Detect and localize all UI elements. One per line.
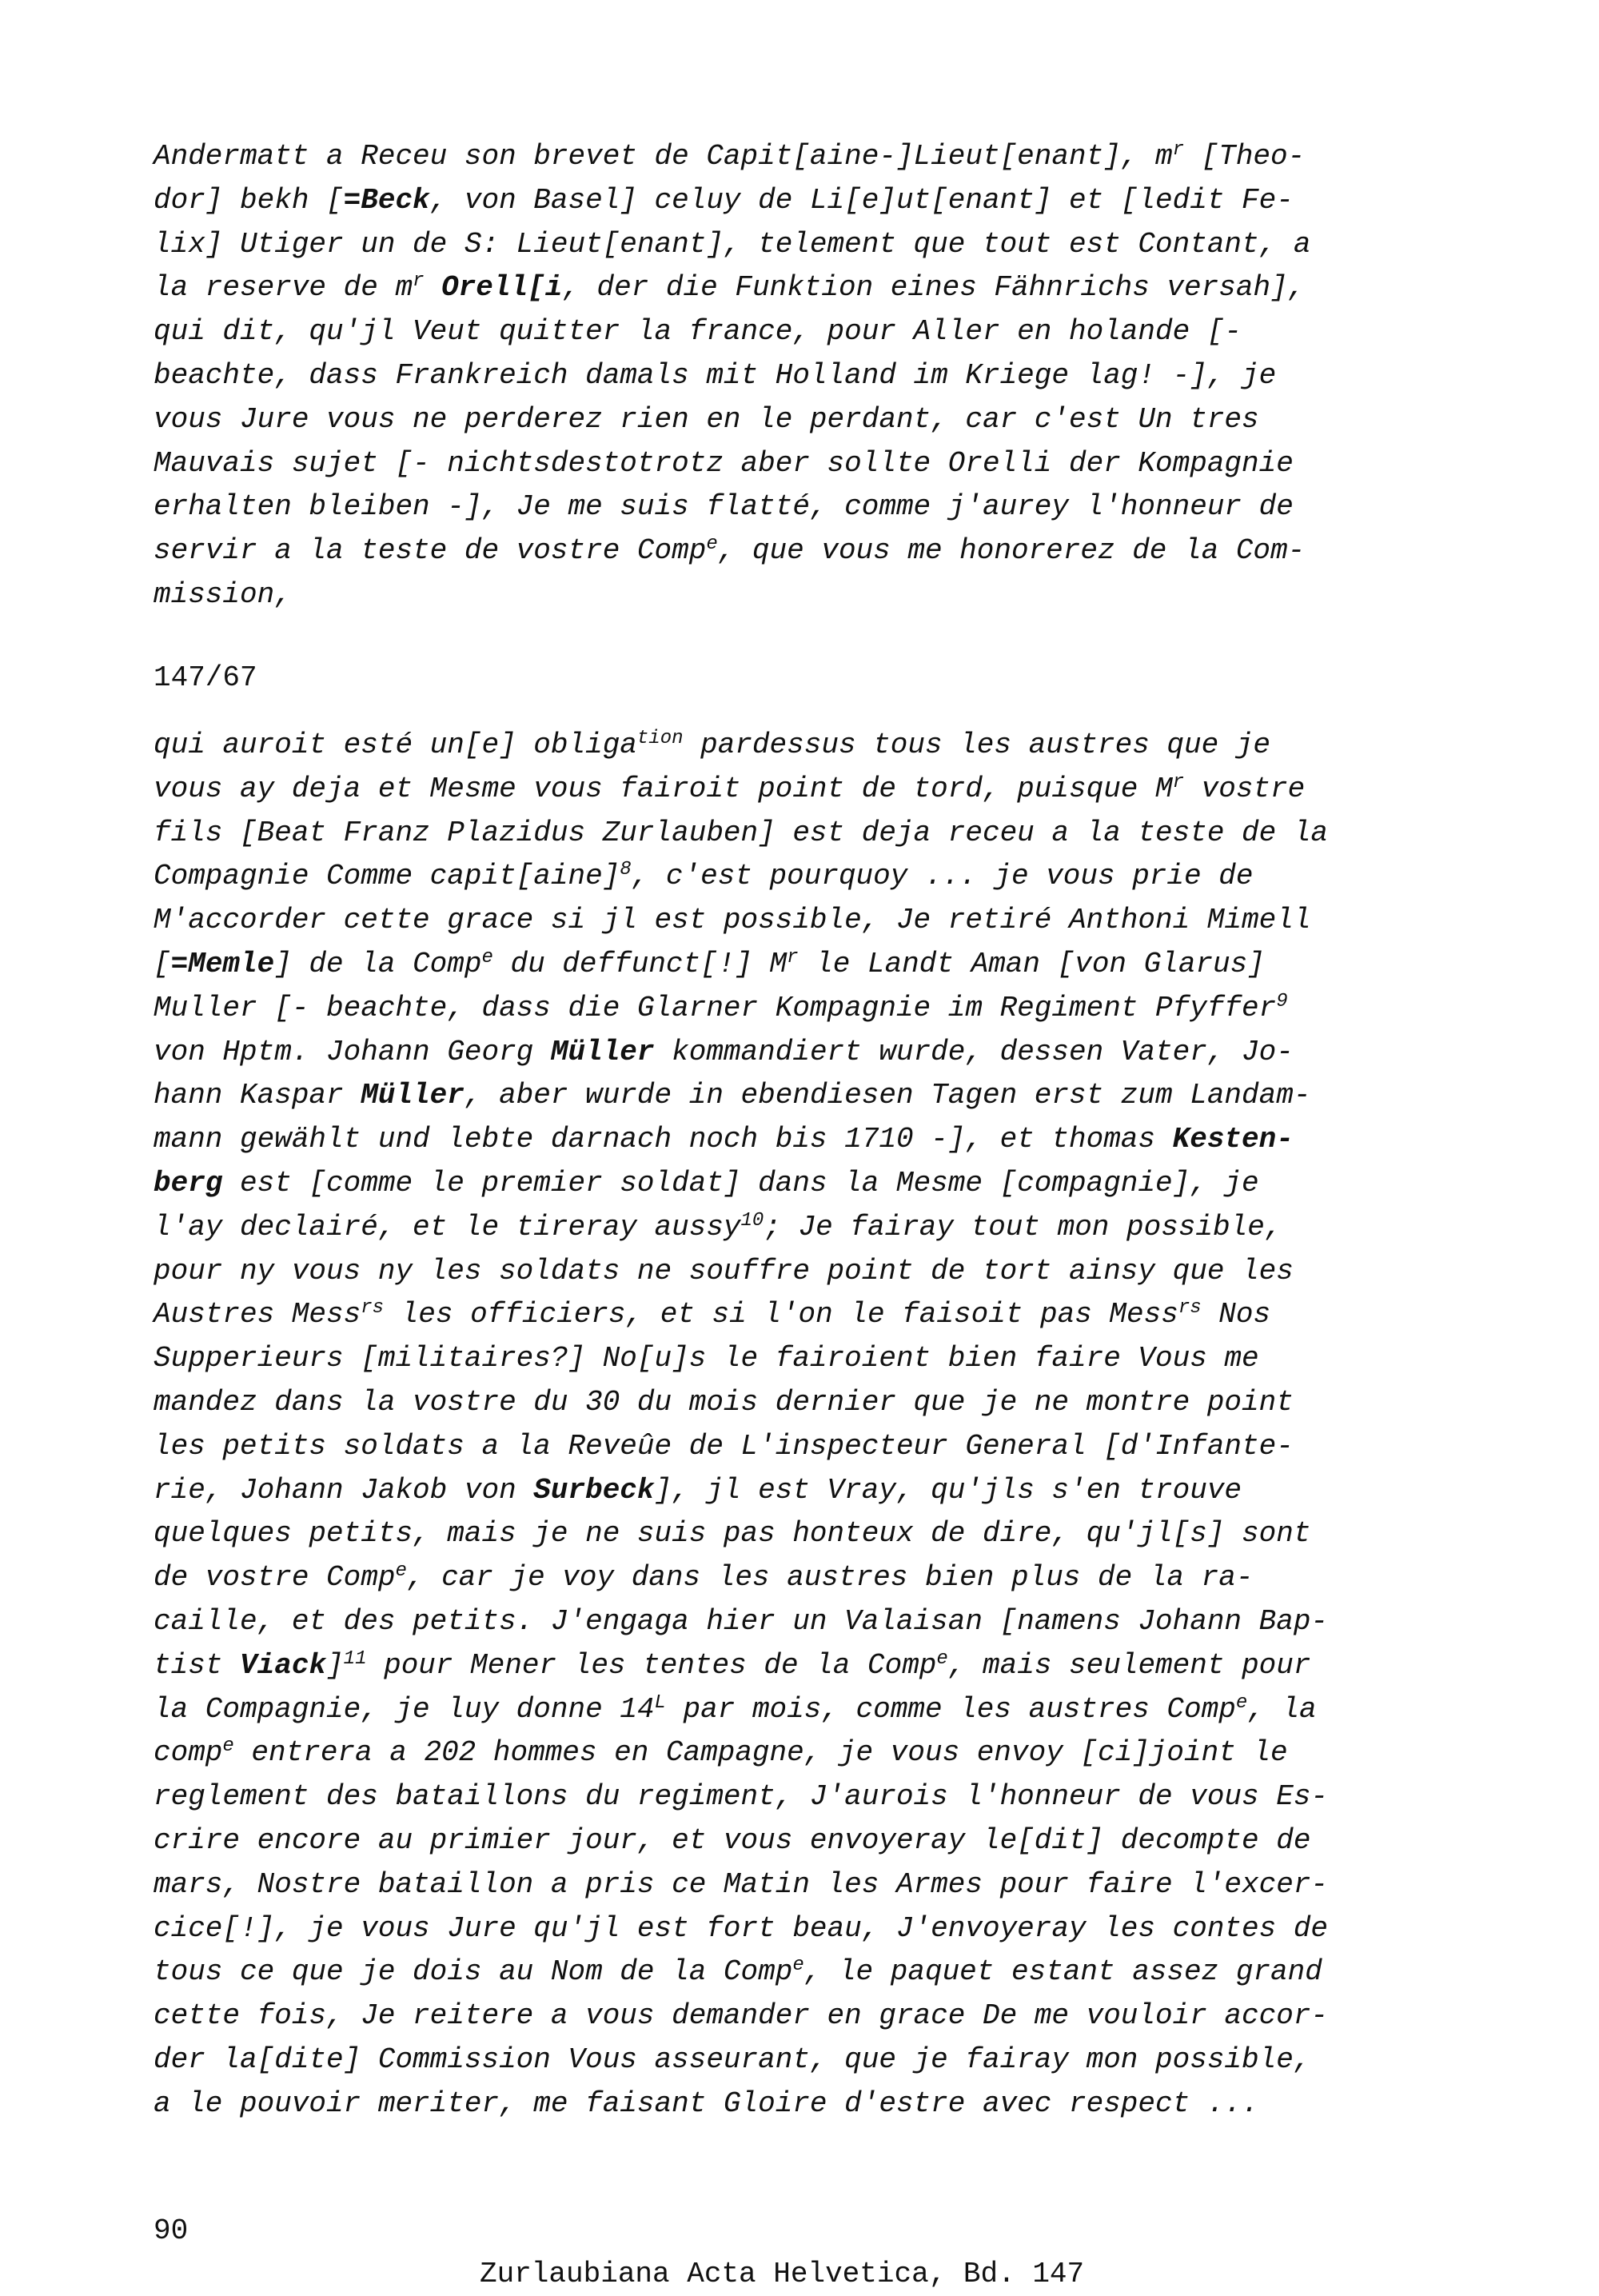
text-run: tist [154,1648,241,1682]
text-run: Andermatt a Receu son brevet de Capit[aine-]Lieut[enant], m [154,140,1173,173]
text-run: de vostre Comp [154,1561,396,1595]
text-run: cice[!], je vous Jure qu'jl est fort beau, J'envoyeray les contes de [154,1911,1329,1945]
text-run: vous Jure vous ne perderez rien en le perdant, car c'est Un tres [154,402,1259,436]
superscript: e [792,1955,804,1977]
text-run: ] de la Comp [274,947,482,980]
text-run: est [comme le premier soldat] dans la Mesme [compagnie], je [222,1166,1259,1200]
superscript: e [936,1647,948,1670]
text-run: reglement des bataillons du regiment, J'aurois l'honneur de vous Es- [154,1780,1329,1814]
text-run: Compagnie Comme capit[aine] [154,860,620,893]
text-line [154,1600,1328,1644]
text-run: lix] Utiger un de S: Lieut[enant], telement que tout est Contant, a [154,227,1311,261]
text-run: du deffunct[!] M [492,947,788,980]
text-run: erhalten bleiben -], Je me suis flatté, comme j'aurey l'honneur de [154,490,1294,524]
page-number: 90 [154,2214,189,2247]
text-line [154,2038,1328,2082]
superscript: e [706,533,718,556]
text-run: le Landt Aman [von Glarus] [798,947,1265,980]
text-run: , le paquet estant assez grand [803,1955,1322,1989]
text-line [154,529,1310,573]
page-footer [154,2166,1449,2296]
superscript: tion [636,728,684,749]
text-line [154,1907,1328,1951]
text-run: pour ny vous ny les soldats ne souffre point de tort ainsy que les [154,1254,1294,1288]
text-run: l'ay declairé, et le tireray aussy [154,1210,741,1244]
text-run: vostre [1184,772,1306,805]
text-run: quelques petits, mais je ne suis pas honteux de dire, qu'jl[s] sont [154,1517,1311,1551]
bold-name: Orell[i [441,271,563,305]
text-line [154,1425,1328,1469]
text-run: rie, Johann Jakob von [154,1473,534,1507]
text-line [154,1863,1328,1907]
text-line [154,812,1328,856]
text-run: cette fois, Je reitere a vous demander en grace De me vouloir accor- [154,1999,1329,2033]
superscript: r [1172,771,1185,793]
text-run: fils [Beat Franz Plazidus Zurlauben] est deja receu a la teste de la [154,816,1329,849]
text-line [154,1074,1328,1118]
text-line [154,2082,1328,2126]
text-line [154,987,1328,1031]
text-line [154,485,1310,529]
text-run: , que vous me honorerez de la Com- [717,534,1306,568]
text-run: ] [326,1648,344,1682]
superscript: 8 [620,859,632,881]
text-run: mission, [154,577,292,611]
text-run: crire encore au primier jour, et vous envoyeray le[dit] decompte de [154,1823,1311,1857]
text-line [154,1293,1328,1337]
text-line [154,1775,1328,1819]
text-run: , la [1247,1692,1317,1726]
text-run [424,271,441,304]
text-run: entrera a 202 hommes en Campagne, je vous envoy [ci]joint le [233,1736,1288,1770]
text-run: der la[dite] Commission Vous asseurant, que je fairay mon possible, [154,2042,1311,2076]
text-run: beachte, dass Frankreich damals mit Holland im Kriege lag! -], je [154,358,1277,392]
text-line [154,266,1310,310]
text-line [154,1469,1328,1513]
text-run: comp [154,1736,223,1770]
text-run: Nos [1201,1298,1271,1332]
text-line [154,354,1310,398]
letter-paragraph-1 [154,135,1310,617]
text-run: , aber wurde in ebendiesen Tagen erst zum Landam- [464,1079,1311,1112]
text-run: tous ce que je dois au Nom de la Comp [154,1955,793,1989]
text-line [154,1381,1328,1425]
text-run: Muller [- beachte, dass die Glarner Kompagnie im Regiment Pfyffer [154,991,1277,1024]
text-line [154,1731,1328,1775]
text-line [154,943,1328,987]
text-run: mars, Nostre bataillon a pris ce Matin les Armes pour faire l'excer- [154,1867,1329,1901]
text-line [154,1118,1328,1162]
publication-title: Zurlaubiana Acta Helvetica, Bd. 147 [480,2258,1085,2290]
text-line [154,1512,1328,1556]
superscript: 9 [1276,990,1288,1012]
text-run: ; Je fairay tout mon possible, [764,1210,1282,1244]
text-line [154,1162,1328,1206]
text-run: , von Basel] celuy de Li[e]ut[enant] et [ledit Fe- [429,183,1294,217]
bold-name: =Beck [343,183,430,217]
bold-name: Müller [361,1079,465,1112]
text-line [154,223,1310,267]
text-run: la reserve de m [154,271,413,305]
text-line [154,1995,1328,2038]
superscript: 11 [343,1647,367,1670]
archive-reference: 147/67 [154,661,257,694]
superscript: e [481,946,493,968]
superscript: L [654,1691,666,1714]
text-line [154,899,1328,943]
superscript: r [1172,139,1185,161]
text-run: les officiers, et si l'on le faisoit pas Mess [384,1298,1178,1332]
superscript: e [1235,1691,1248,1714]
text-run: , c'est pourquoy ... je vous prie de [631,860,1254,893]
text-run: , mais seulement pour [947,1648,1311,1682]
letter-paragraph-2 [154,724,1328,2126]
text-run: qui dit, qu'jl Veut quitter la france, pour Aller en holande [- [154,315,1242,349]
text-run: hann Kaspar [154,1079,361,1112]
text-run: ], jl est Vray, qu'jls s'en trouve [654,1473,1242,1507]
bold-name: berg [154,1166,223,1200]
text-run: [ [154,947,171,980]
text-line [154,398,1310,442]
text-run: pour Mener les tentes de la Comp [366,1648,937,1682]
text-run: les petits soldats a la Reveûe de L'inspecteur General [d'Infante- [154,1429,1294,1463]
superscript: r [787,946,799,968]
superscript: rs [1178,1297,1202,1320]
text-line [154,442,1310,486]
text-run: la Compagnie, je luy donne 14 [154,1692,655,1726]
text-run: Mauvais sujet [- nichtsdestotrotz aber sollte Orelli der Kompagnie [154,446,1294,480]
text-run: Supperieurs [militaires?] No[u]s le fairoient bien faire Vous me [154,1342,1259,1376]
text-line [154,1250,1328,1294]
text-run: dor] bekh [ [154,183,344,217]
text-line [154,135,1310,179]
text-run: von Hptm. Johann Georg [154,1035,551,1068]
superscript: 10 [740,1209,764,1232]
text-line [154,1951,1328,1995]
text-line [154,724,1328,768]
text-run: Austres Mess [154,1298,361,1332]
bold-name: Surbeck [533,1473,655,1507]
text-line [154,1556,1328,1600]
text-run: par mois, comme les austres Comp [665,1692,1236,1726]
text-line [154,855,1328,899]
text-line [154,310,1310,354]
superscript: e [222,1735,234,1758]
text-line [154,573,1310,617]
text-line [154,768,1328,812]
text-line [154,179,1310,223]
text-line [154,1337,1328,1381]
text-line [154,1031,1328,1075]
text-run: pardessus tous les austres que je [683,729,1271,761]
bold-name: Viack [240,1648,327,1682]
text-run: M'accorder cette grace si jl est possible, Je retiré Anthoni Mimell [154,904,1311,937]
superscript: r [413,270,425,293]
text-run: mandez dans la vostre du 30 du mois dernier que je ne montre point [154,1385,1294,1419]
text-run: servir a la teste de vostre Comp [154,534,707,568]
superscript: rs [361,1297,385,1320]
bold-name: Kesten- [1172,1123,1294,1156]
bold-name: =Memle [170,947,275,980]
text-line [154,1819,1328,1863]
text-run: vous ay deja et Mesme vous fairoit point de tord, puisque M [154,772,1173,805]
text-run: kommandiert wurde, dessen Vater, Jo- [654,1035,1294,1068]
text-run: , car je voy dans les austres bien plus de la ra- [406,1561,1254,1595]
text-run: a le pouvoir meriter, me faisant Gloire d'estre avec respect ... [154,2086,1259,2120]
text-line [154,1644,1328,1688]
text-run: , der die Funktion eines Fähnrichs versah], [562,271,1306,305]
text-line [154,1688,1328,1732]
text-run: caille, et des petits. J'engaga hier un Valaisan [namens Johann Bap- [154,1604,1329,1638]
text-run: [Theo- [1184,140,1306,173]
text-line [154,1206,1328,1250]
text-run: mann gewählt und lebte darnach noch bis 1710 -], et thomas [154,1123,1173,1156]
bold-name: Müller [550,1035,655,1068]
text-run: qui auroit esté un[e] obliga [154,729,637,761]
superscript: e [395,1560,407,1583]
